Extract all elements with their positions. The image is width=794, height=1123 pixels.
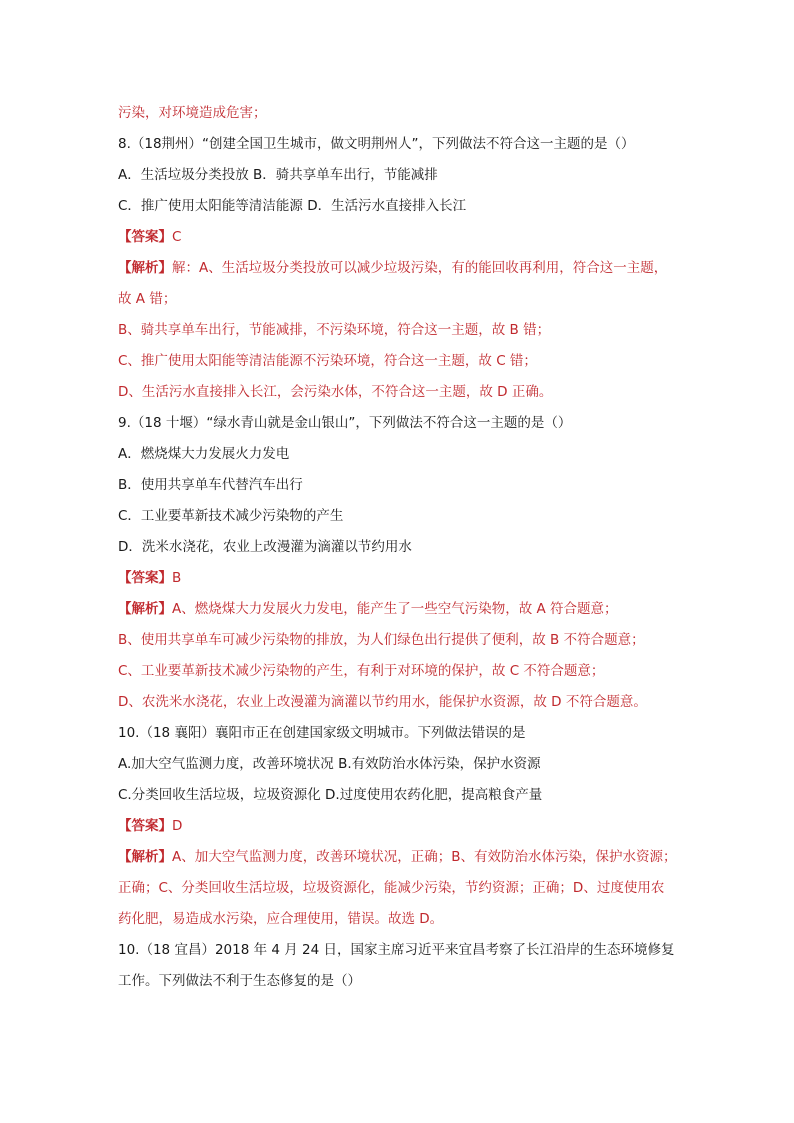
question-9: 9.（18 十堰）“绿水青山就是金山银山”，下列做法不符合这一主题的是（） <box>118 415 572 431</box>
question-10-options-ab: A.加大空气监测力度，改善环境状况 B.有效防治水体污染，保护水资源 <box>118 756 541 772</box>
answer-value: B <box>172 570 182 586</box>
answer-tag: 【答案】 <box>118 818 172 834</box>
question-8: 8.（18荆州）“创建全国卫生城市，做文明荆州人”，下列做法不符合这一主题的是（） <box>118 136 635 152</box>
text-line: 药化肥，易造成水污染，应合理使用，错误。故选 D。 <box>118 911 444 927</box>
answer-value: D <box>172 818 183 834</box>
option-b: B．使用共享单车代替汽车出行 <box>118 477 303 493</box>
answer-tag: 【答案】 <box>118 570 172 586</box>
option-a: A．燃烧煤大力发展火力发电 <box>118 446 290 462</box>
answer-line <box>118 568 181 588</box>
question-8-options-cd: C．推广使用太阳能等清洁能源 D．生活污水直接排入长江 <box>118 198 467 214</box>
text-line: B、骑共享单车出行，节能减排，不污染环境，符合这一主题，故 B 错； <box>118 322 551 338</box>
text-line: D、农洗米水浇花，农业上改漫灌为滴灌以节约用水，能保护水资源，故 D 不符合题意。 <box>118 694 647 710</box>
text-line: C、工业要革新技术减少污染物的产生，有利于对环境的保护，故 C 不符合题意； <box>118 663 605 679</box>
question-10-xiangyang: 10.（18 襄阳）襄阳市正在创建国家级文明城市。下列做法错误的是 <box>118 725 526 741</box>
text-line: D、生活污水直接排入长江，会污染水体，不符合这一主题，故 D 正确。 <box>118 384 553 400</box>
text-line: B、使用共享单车可减少污染物的排放，为人们绿色出行提供了便利，故 B 不符合题意； <box>118 632 645 648</box>
answer-line <box>118 816 182 836</box>
analysis-tag: 【解析】 <box>118 849 172 865</box>
analysis-tag: 【解析】 <box>118 260 172 276</box>
question-8-options-ab: A．生活垃圾分类投放 B．骑共享单车出行，节能减排 <box>118 167 438 183</box>
option-d: D．洗米水浇花，农业上改漫灌为滴灌以节约用水 <box>118 539 412 555</box>
text-line: C、推广使用太阳能等清洁能源不污染环境，符合这一主题，故 C 错； <box>118 353 537 369</box>
answer-line <box>118 227 181 247</box>
text-line: 正确；C、分类回收生活垃圾，垃圾资源化，能减少污染，节约资源；正确；D、过度使用农 <box>118 880 665 896</box>
answer-value: C <box>172 229 182 245</box>
analysis-line <box>118 847 677 867</box>
answer-tag: 【答案】 <box>118 229 172 245</box>
analysis-tag: 【解析】 <box>118 601 172 617</box>
option-c: C．工业要革新技术减少污染物的产生 <box>118 508 344 524</box>
analysis-text: A、加大空气监测力度，改善环境状况，正确；B、有效防治水体污染，保护水资源； <box>172 849 677 865</box>
text-line: 污染，对环境造成危害； <box>118 105 267 121</box>
text-line: 故 A 错； <box>118 291 177 307</box>
analysis-line <box>118 258 667 278</box>
question-10-options-cd: C.分类回收生活垃圾，垃圾资源化 D.过度使用农药化肥，提高粮食产量 <box>118 787 543 803</box>
analysis-text: 解：A、生活垃圾分类投放可以减少垃圾污染，有的能回收再利用，符合这一主题， <box>172 260 668 276</box>
question-10-yichang-cont: 工作。下列做法不利于生态修复的是（） <box>118 973 361 989</box>
analysis-line <box>118 599 618 619</box>
analysis-text: A、燃烧煤大力发展火力发电，能产生了一些空气污染物，故 A 符合题意； <box>172 601 618 617</box>
question-10-yichang: 10.（18 宜昌）2018 年 4 月 24 日，国家主席习近平来宜昌考察了长江沿岸的生态环境修复 <box>118 942 675 958</box>
